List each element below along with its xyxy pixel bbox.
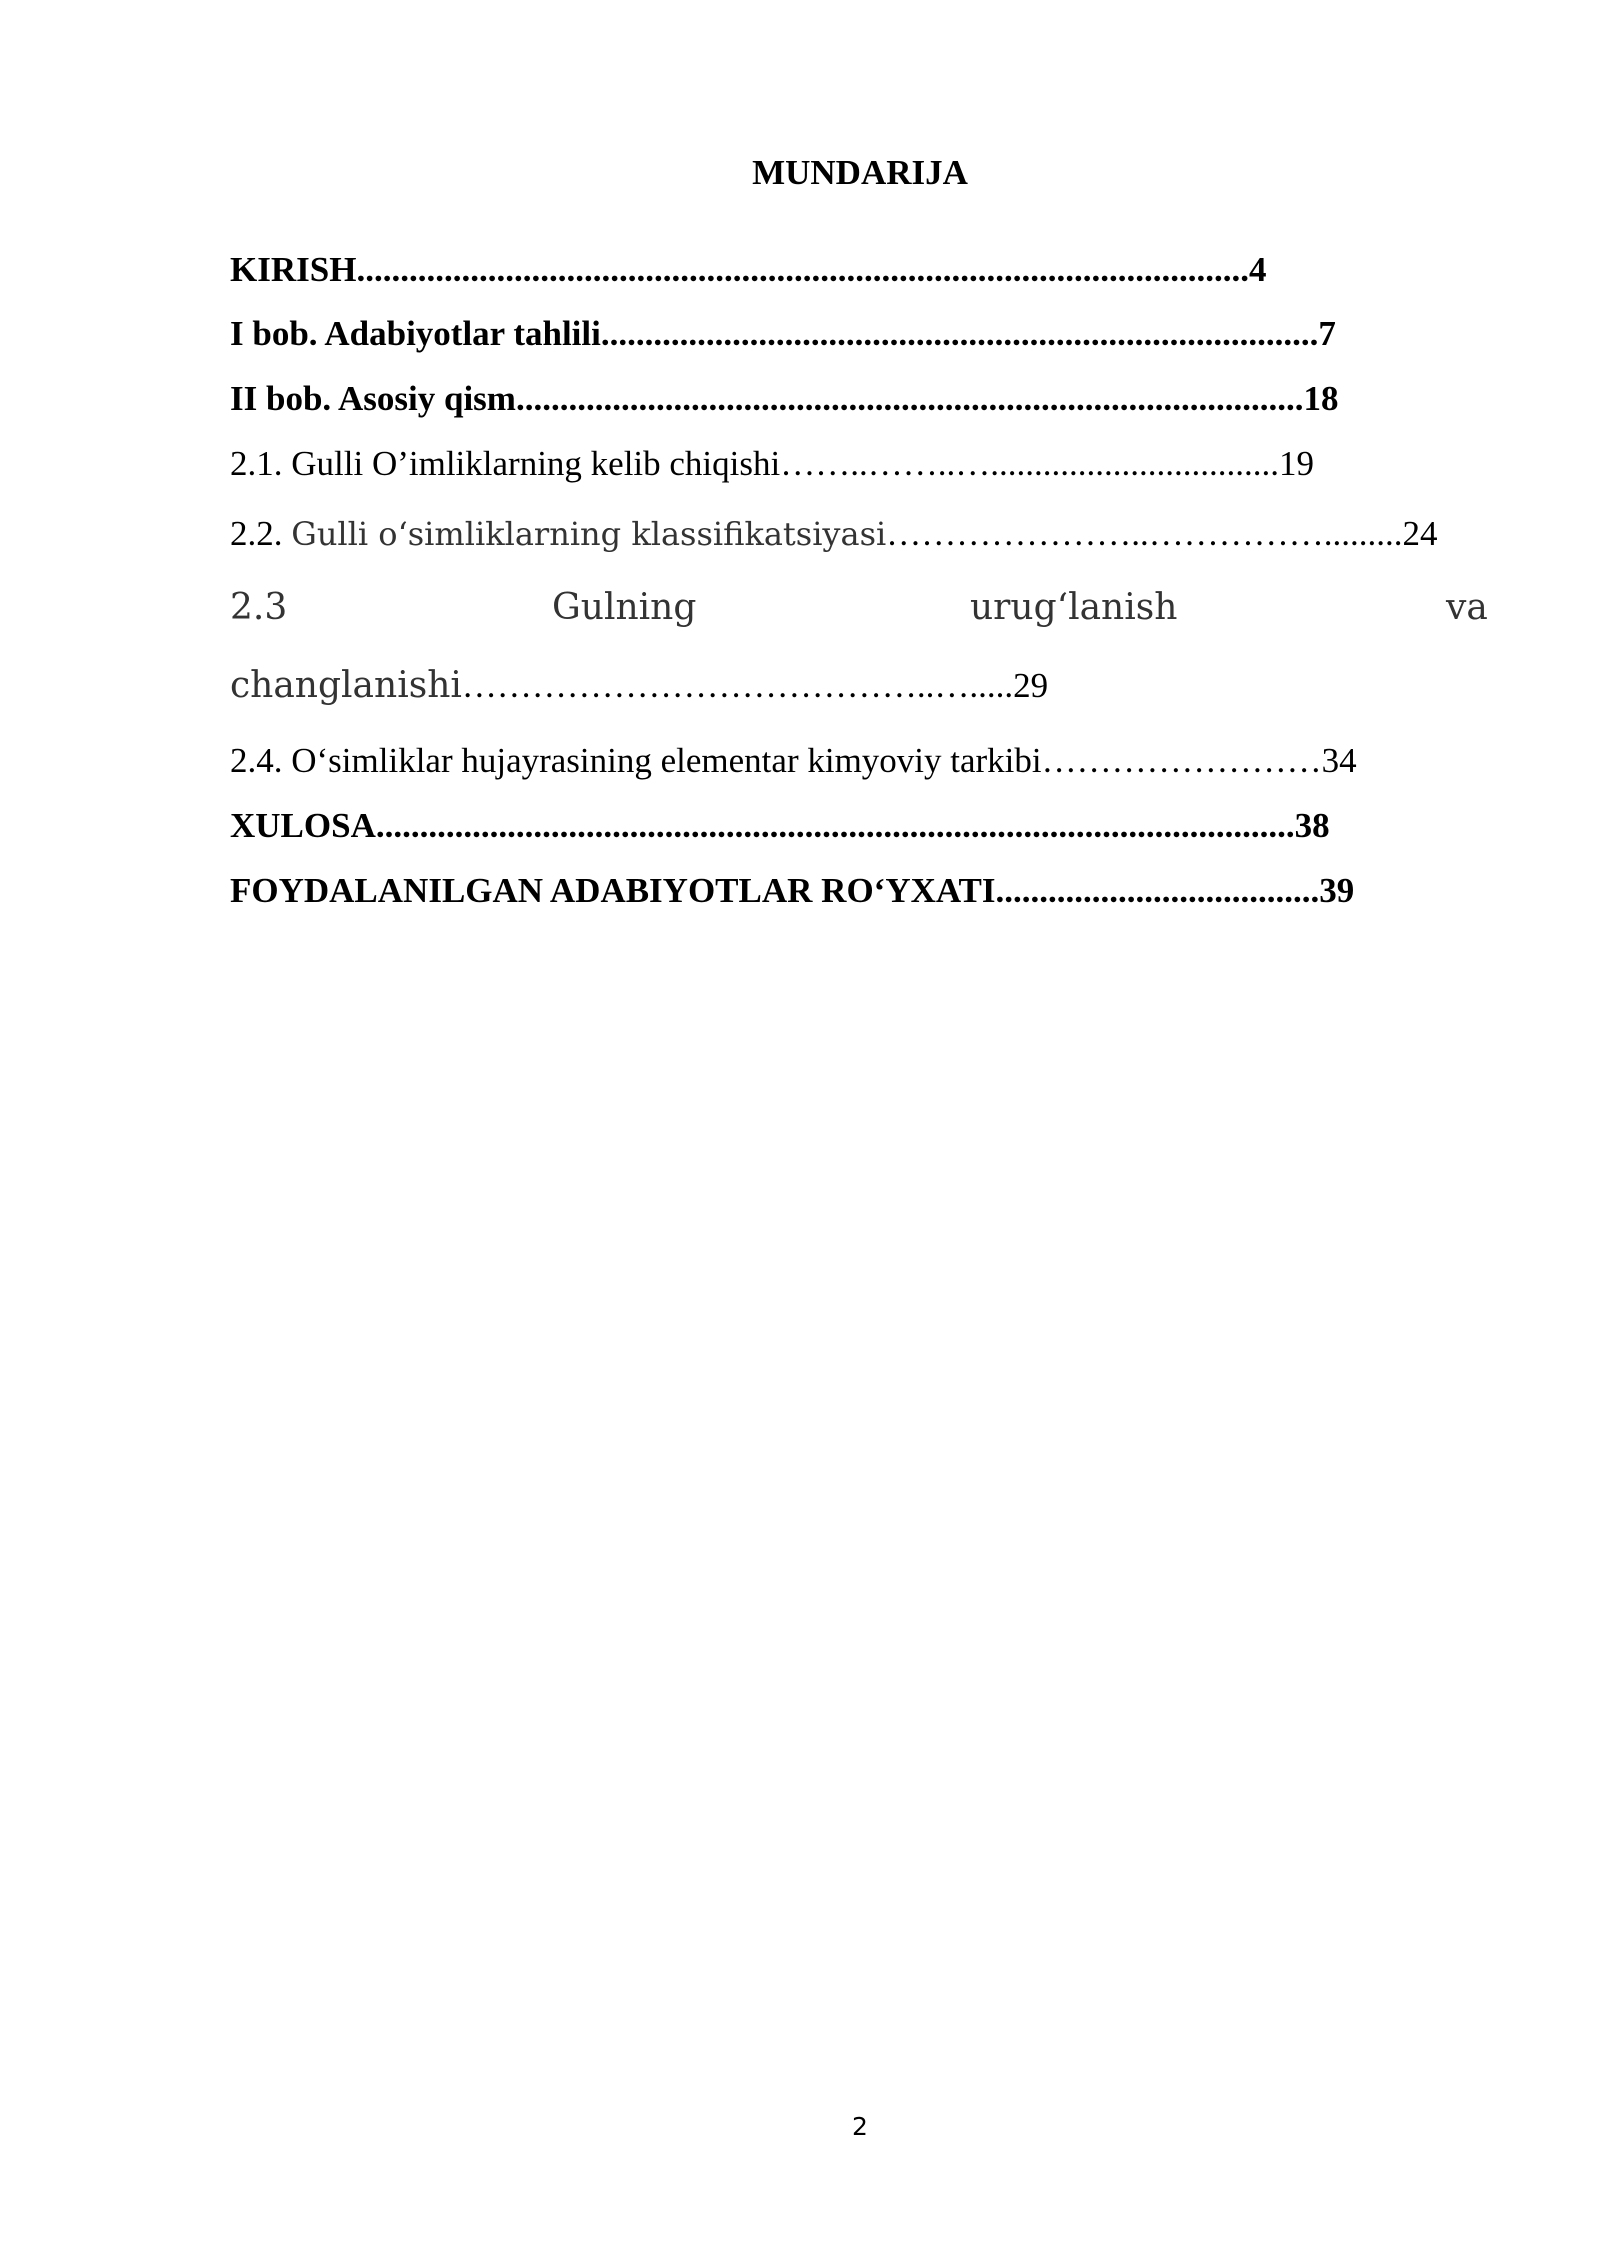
toc-entry-leader: ..................................... (995, 871, 1320, 910)
toc-entry-page: 19 (1278, 444, 1314, 483)
toc-entry-leader: …………………… (1041, 741, 1322, 780)
toc-entry-heading: changlanishi (230, 665, 462, 706)
toc-entry-page: 7 (1318, 314, 1336, 353)
toc-entry-page: 24 (1402, 514, 1438, 553)
document-title: MUNDARIJA (752, 153, 968, 192)
toc-entry-word: va (1446, 587, 1488, 628)
toc-entry-chapter-1[interactable] (230, 314, 1336, 354)
toc-entry-leader: ……..……..…................................. (780, 444, 1279, 483)
toc-entry-leader: .......................................................................................... (515, 379, 1304, 418)
toc-entry-page: 38 (1294, 806, 1330, 845)
toc-entry-chapter-2[interactable] (230, 379, 1338, 419)
toc-entry-page: 29 (1013, 666, 1049, 705)
toc-entry-references[interactable] (230, 871, 1354, 911)
toc-entry-number: 2.3 (230, 587, 288, 628)
toc-entry-leader: …………………..……………......... (886, 514, 1403, 553)
toc-entry-heading: Gulli o‘simliklarning klassifikatsiyasi (291, 515, 887, 553)
toc-entry-leader: …………………………………..…..... (461, 666, 1014, 705)
toc-entry-heading: XULOSA (230, 806, 376, 845)
toc-entry-section-2-1[interactable] (230, 444, 1314, 484)
toc-entry-heading: FOYDALANILGAN ADABIYOTLAR RO‘YXATI (230, 871, 996, 910)
toc-entry-word: urug‘lanish (970, 587, 1178, 628)
toc-entry-kirish[interactable] (230, 250, 1266, 290)
toc-entry-leader: ......................................................................................................... (375, 806, 1295, 845)
toc-entry-heading: II bob. Asosiy qism (230, 379, 516, 418)
toc-entry-heading: I bob. Adabiyotlar tahlili (230, 314, 601, 353)
page-number: 2 (852, 2112, 868, 2141)
toc-entry-heading: 2.1. Gulli O’imliklarning kelib chiqishi (230, 444, 781, 483)
toc-entry-heading: 2.4. O‘simliklar hujayrasining elementar kimyoviy tarkibi (230, 741, 1042, 780)
toc-entry-page: 39 (1319, 871, 1355, 910)
toc-entry-word: Gulning (552, 587, 697, 628)
toc-entry-section-2-2[interactable] (230, 514, 1437, 554)
toc-entry-xulosa[interactable] (230, 806, 1330, 846)
toc-entry-leader: ...................................................................................................... (356, 250, 1249, 289)
toc-entry-heading: KIRISH (230, 250, 357, 289)
toc-entry-page: 34 (1321, 741, 1357, 780)
toc-entry-section-2-4[interactable] (230, 741, 1357, 781)
toc-entry-number: 2.2. (230, 514, 283, 553)
toc-entry-leader: .................................................................................. (600, 314, 1319, 353)
toc-entry-section-2-3-continued[interactable] (230, 666, 1048, 706)
toc-entry-page: 4 (1248, 250, 1267, 289)
toc-entry-page: 18 (1303, 379, 1339, 418)
